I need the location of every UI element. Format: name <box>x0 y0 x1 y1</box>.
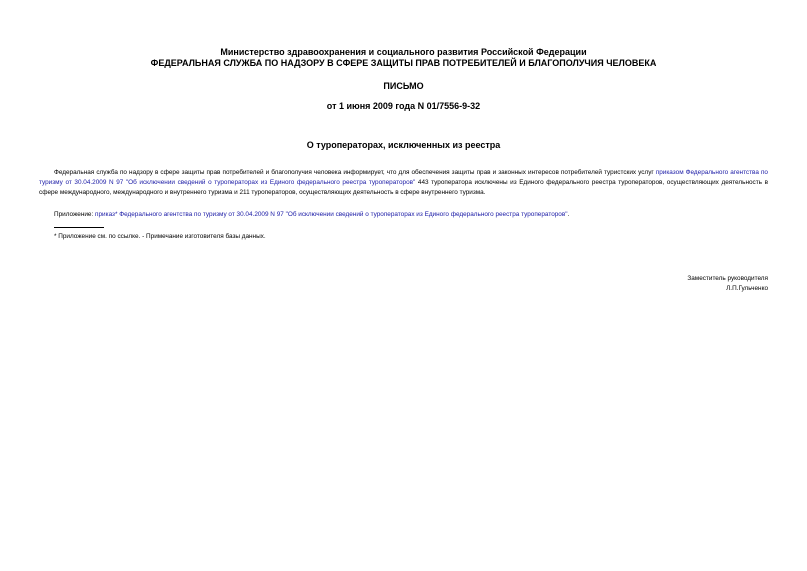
document-subject: О туроператорах, исключенных из реестра <box>306 140 501 150</box>
ministry-title: Министерство здравоохранения и социального развития Российской Федерации <box>220 47 587 57</box>
appendix-order-link[interactable]: приказ* Федерального агентства по туризму от 30.04.2009 N 97 "Об исключении сведений о туроператорах из Единого федерального реестра туроператоров" <box>95 211 568 218</box>
document-type: ПИСЬМО <box>383 81 424 91</box>
main-paragraph <box>39 168 768 198</box>
service-title: ФЕДЕРАЛЬНАЯ СЛУЖБА ПО НАДЗОРУ В СФЕРЕ ЗАЩИТЫ ПРАВ ПОТРЕБИТЕЛЕЙ И БЛАГОПОЛУЧИЯ ЧЕЛОВЕКА <box>150 58 657 68</box>
main-paragraph-text-after: 443 туроператора исключены из Единого федерального реестра туроператоров, осуществляющих деятельность в сфере международного, международного и внутреннего туризма и 211 туроператоров, осуществляющих деятельность в сфере внутреннего туризма. <box>39 179 768 196</box>
order-link[interactable]: приказом Федерального агентства по туризму от 30.04.2009 N 97 "Об исключении сведений о туроператорах из Единого федерального реестра туроператоров" <box>39 169 768 186</box>
document-date-number: от 1 июня 2009 года N 01/7556-9-32 <box>326 101 481 111</box>
footnote-divider <box>54 227 104 228</box>
appendix-paragraph <box>39 210 768 220</box>
appendix-label: Приложение: <box>54 211 96 218</box>
signatory-position: Заместитель руководителя <box>687 275 768 282</box>
signatory-name: Л.П.Гульченко <box>726 285 768 292</box>
main-paragraph-text-before: Федеральная служба по надзору в сфере защиты прав потребителей и благополучия человека информирует, что для обеспечения защиты прав и законных интересов потребителей туристских услуг <box>54 169 656 176</box>
appendix-tail: . <box>567 211 570 218</box>
footnote-text: * Приложение см. по ссылке. - Примечание изготовителя базы данных. <box>54 233 266 240</box>
